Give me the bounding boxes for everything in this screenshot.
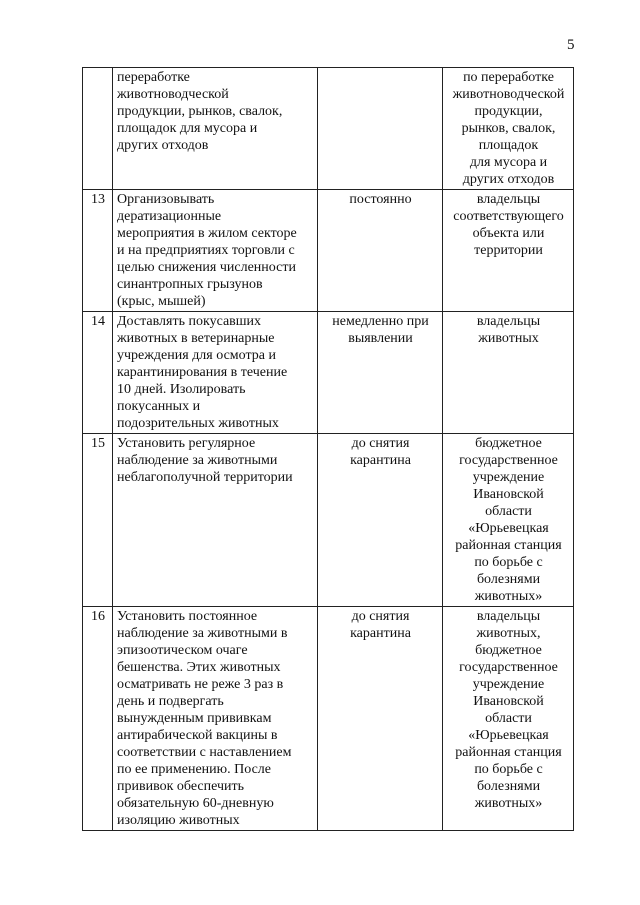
- cell-line: территории: [474, 243, 543, 258]
- cell-line: государственное: [459, 453, 558, 468]
- cell-line: соответствующего: [453, 209, 564, 224]
- cell-line: Организовывать: [117, 192, 215, 207]
- cell-line: бюджетное: [475, 643, 542, 658]
- cell-line: районная станция: [455, 538, 562, 553]
- cell-line: подозрительных животных: [117, 416, 279, 431]
- cell-line: 10 дней. Изолировать: [117, 382, 246, 397]
- cell-line: районная станция: [455, 745, 562, 760]
- cell-line: по борьбе с: [474, 762, 543, 777]
- cell-line: наблюдение за животными в: [117, 626, 288, 641]
- cell-line: болезнями: [476, 779, 541, 794]
- cell-line: владельцы: [476, 609, 541, 624]
- cell-line: обязательную 60-дневную: [117, 796, 274, 811]
- cell-line: продукции, рынков, свалок,: [117, 104, 283, 119]
- table-row: [83, 607, 574, 831]
- term-cell: [318, 434, 443, 607]
- cell-line: животных»: [474, 796, 543, 811]
- row-number: [83, 68, 113, 190]
- cell-line: постоянно: [349, 192, 412, 207]
- cell-line: антирабической вакцины в: [117, 728, 278, 743]
- cell-line: по ее применению. После: [117, 762, 271, 777]
- cell-line: области: [485, 711, 532, 726]
- cell-line: по борьбе с: [474, 555, 543, 570]
- responsible-cell: [443, 607, 574, 831]
- responsible-cell: [443, 68, 574, 190]
- cell-line: карантинирования в течение: [117, 365, 288, 380]
- cell-line: Установить регулярное: [117, 436, 256, 451]
- cell-line: переработке: [117, 70, 190, 85]
- cell-line: эпизоотическом очаге: [117, 643, 248, 658]
- term-cell: [318, 607, 443, 831]
- cell-line: болезнями: [476, 572, 541, 587]
- table-row: [83, 68, 574, 190]
- cell-line: животноводческой: [117, 87, 229, 102]
- cell-line: день и подвергать: [117, 694, 224, 709]
- action-cell: [113, 434, 318, 607]
- cell-line: площадок: [478, 138, 539, 153]
- row-number: 16: [83, 607, 113, 831]
- table-row: [83, 190, 574, 312]
- responsible-cell: [443, 190, 574, 312]
- cell-line: бешенства. Этих животных: [117, 660, 281, 675]
- cell-line: животных: [478, 331, 539, 346]
- row-number: 13: [83, 190, 113, 312]
- term-cell: [318, 312, 443, 434]
- cell-line: неблагополучной территории: [117, 470, 293, 485]
- cell-line: рынков, свалок,: [461, 121, 556, 136]
- cell-line: прививок обеспечить: [117, 779, 245, 794]
- cell-line: учреждения для осмотра и: [117, 348, 276, 363]
- cell-line: выявлении: [348, 331, 413, 346]
- measures-table: [82, 67, 574, 831]
- action-cell: [113, 190, 318, 312]
- cell-line: до снятия: [351, 609, 410, 624]
- cell-line: Доставлять покусавших: [117, 314, 262, 329]
- cell-line: карантина: [350, 626, 411, 641]
- cell-line: владельцы: [476, 314, 541, 329]
- cell-line: площадок для мусора и: [117, 121, 258, 136]
- table-row: [83, 312, 574, 434]
- cell-line: покусанных и: [117, 399, 201, 414]
- cell-line: осматривать не реже 3 раз в: [117, 677, 284, 692]
- cell-line: по переработке: [463, 70, 554, 85]
- cell-line: владельцы: [476, 192, 541, 207]
- responsible-cell: [443, 434, 574, 607]
- cell-line: животных,: [476, 626, 541, 641]
- cell-line: учреждение: [472, 677, 545, 692]
- cell-line: животных в ветеринарные: [117, 331, 275, 346]
- row-number: 15: [83, 434, 113, 607]
- table-row: [83, 434, 574, 607]
- cell-line: целью снижения численности: [117, 260, 296, 275]
- action-cell: [113, 68, 318, 190]
- responsible-cell: [443, 312, 574, 434]
- cell-line: бюджетное: [475, 436, 542, 451]
- action-cell: [113, 607, 318, 831]
- cell-line: изоляцию животных: [117, 813, 240, 828]
- cell-line: других отходов: [462, 172, 555, 187]
- cell-line: Ивановской: [473, 487, 544, 502]
- cell-line: государственное: [459, 660, 558, 675]
- cell-line: объекта или: [472, 226, 545, 241]
- cell-line: вынужденным прививкам: [117, 711, 272, 726]
- cell-line: учреждение: [472, 470, 545, 485]
- cell-line: животноводческой: [452, 87, 565, 102]
- cell-line: других отходов: [117, 138, 209, 153]
- cell-line: дератизационные: [117, 209, 222, 224]
- cell-line: «Юрьевецкая: [468, 521, 549, 536]
- row-number: 14: [83, 312, 113, 434]
- action-cell: [113, 312, 318, 434]
- term-cell: [318, 68, 443, 190]
- cell-line: для мусора и: [469, 155, 548, 170]
- cell-line: и на предприятиях торговли с: [117, 243, 295, 258]
- cell-line: немедленно при: [332, 314, 429, 329]
- term-cell: [318, 190, 443, 312]
- cell-line: «Юрьевецкая: [468, 728, 549, 743]
- cell-line: Установить постоянное: [117, 609, 258, 624]
- page-number: 5: [567, 37, 575, 53]
- cell-line: области: [485, 504, 532, 519]
- cell-line: Ивановской: [473, 694, 544, 709]
- cell-line: синантропных грызунов: [117, 277, 263, 292]
- cell-line: карантина: [350, 453, 411, 468]
- cell-line: мероприятия в жилом секторе: [117, 226, 297, 241]
- cell-line: до снятия: [351, 436, 410, 451]
- cell-line: продукции,: [474, 104, 543, 119]
- cell-line: наблюдение за животными: [117, 453, 278, 468]
- cell-line: соответствии с наставлением: [117, 745, 292, 760]
- cell-line: животных»: [474, 589, 543, 604]
- cell-line: (крыс, мышей): [117, 294, 206, 309]
